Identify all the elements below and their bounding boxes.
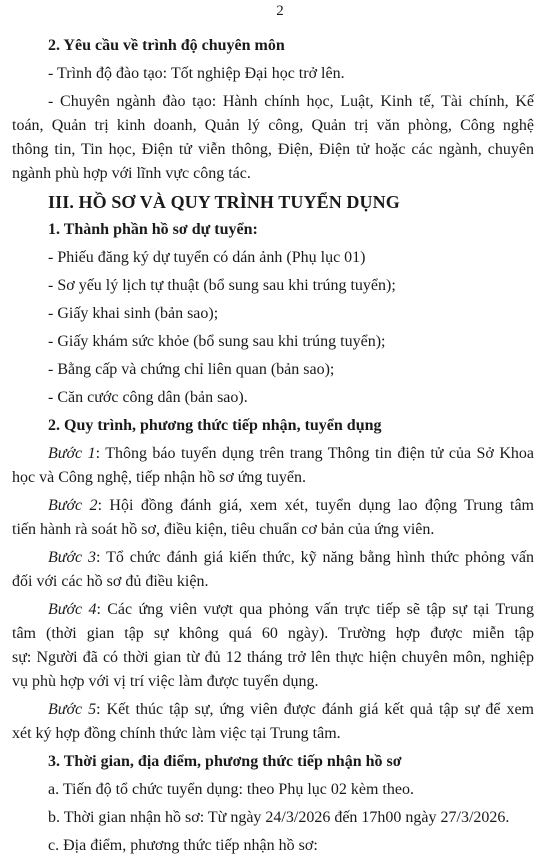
list-item: - Giấy khai sinh (bản sao);	[48, 305, 219, 322]
step-label: Bước 1	[48, 445, 96, 462]
majors-paragraph	[12, 90, 534, 186]
step-line: xét ký hợp đồng chính thức làm việc tại Trung tâm.	[12, 725, 341, 742]
step-text: : Tổ chức đánh giá kiến thức, kỹ năng bằng hình thức phỏng vấn	[96, 549, 535, 566]
list-item: a. Tiến độ tổ chức tuyển dụng: theo Phụ lục 02 kèm theo.	[48, 781, 414, 798]
step-text: : Hội đồng đánh giá, xem xét, tuyển dụng lao động Trung tâm	[97, 497, 535, 514]
step-line: học và Công nghệ, tiếp nhận hồ sơ ứng tuyển.	[12, 469, 306, 486]
subsection-heading-process: 2. Quy trình, phương thức tiếp nhận, tuyển dụng	[48, 417, 382, 434]
step-first-line	[48, 546, 534, 570]
process-step	[12, 698, 534, 746]
step-line: sự: Người đã có thời gian từ đủ 12 tháng trở lên thực hiện chuyên môn, nghiệp	[12, 649, 534, 666]
step-line: tiến hành rà soát hồ sơ, điều kiện, tiêu chuẩn cơ bản của ứng viên.	[12, 521, 435, 538]
document-body	[12, 34, 535, 862]
step-first-line	[48, 698, 534, 722]
step-first-line	[48, 598, 534, 622]
step-first-line	[48, 494, 534, 518]
section-heading-records: III. HỒ SƠ VÀ QUY TRÌNH TUYỂN DỤNG	[48, 192, 400, 212]
list-item: b. Thời gian nhận hồ sơ: Từ ngày 24/3/2026 đến 17h00 ngày 27/3/2026.	[48, 809, 510, 826]
subsection-heading-timing: 3. Thời gian, địa điểm, phương thức tiếp nhận hồ sơ	[48, 753, 402, 770]
step-line: vụ phù hợp với vị trí việc làm được tuyển dụng.	[12, 673, 319, 690]
process-step	[12, 494, 535, 542]
list-item: c. Địa điểm, phương thức tiếp nhận hồ sơ:	[48, 837, 318, 854]
process-step	[12, 598, 535, 694]
list-item: - Giấy khám sức khỏe (bổ sung sau khi trúng tuyển);	[48, 333, 386, 350]
step-text: : Kết thúc tập sự, ứng viên được đánh giá kết quả tập sự để xem	[96, 701, 534, 718]
subsection-heading-documents: 1. Thành phần hồ sơ dự tuyển:	[48, 221, 258, 238]
majors-line: toán, Quản trị kinh doanh, Quản lý công, Quản trị văn phòng, Công nghệ	[12, 117, 534, 134]
process-step	[12, 546, 535, 594]
step-label: Bước 2	[48, 497, 98, 514]
majors-line: thông tin, Tin học, Điện tử viễn thông, Điện, Điện tử hoặc các ngành, chuyên	[12, 141, 534, 158]
page-number: 2	[276, 3, 284, 19]
step-label: Bước 3	[48, 549, 97, 566]
list-item: - Phiếu đăng ký dự tuyển có dán ảnh (Phụ lục 01)	[48, 249, 366, 266]
majors-line: ngành phù hợp với lĩnh vực công tác.	[12, 165, 251, 182]
section-heading-qualifications: 2. Yêu cầu về trình độ chuyên môn	[48, 37, 285, 54]
step-text: : Các ứng viên vượt qua phỏng vấn trực tiếp sẽ tập sự tại Trung	[96, 601, 535, 618]
step-label: Bước 5	[48, 701, 97, 718]
step-first-line	[48, 442, 534, 466]
education-requirement: - Trình độ đào tạo: Tốt nghiệp Đại học trở lên.	[48, 65, 345, 82]
list-item: - Căn cước công dân (bản sao).	[48, 389, 248, 406]
step-line: đối với các hồ sơ đủ điều kiện.	[12, 573, 209, 590]
documents-list	[48, 246, 534, 410]
list-item: - Bằng cấp và chứng chỉ liên quan (bản sao);	[48, 361, 335, 378]
step-label: Bước 4	[48, 601, 97, 618]
step-line: tâm (thời gian tập sự không quá 60 ngày). Trường hợp được miễn tập	[12, 625, 534, 642]
majors-line: - Chuyên ngành đào tạo: Hành chính học, Luật, Kinh tế, Tài chính, Kế	[48, 93, 534, 110]
process-step	[12, 442, 534, 490]
list-item: - Sơ yếu lý lịch tự thuật (bổ sung sau khi trúng tuyển);	[48, 277, 396, 294]
step-text: : Thông báo tuyển dụng trên trang Thông tin điện tử của Sở Khoa	[95, 445, 534, 462]
